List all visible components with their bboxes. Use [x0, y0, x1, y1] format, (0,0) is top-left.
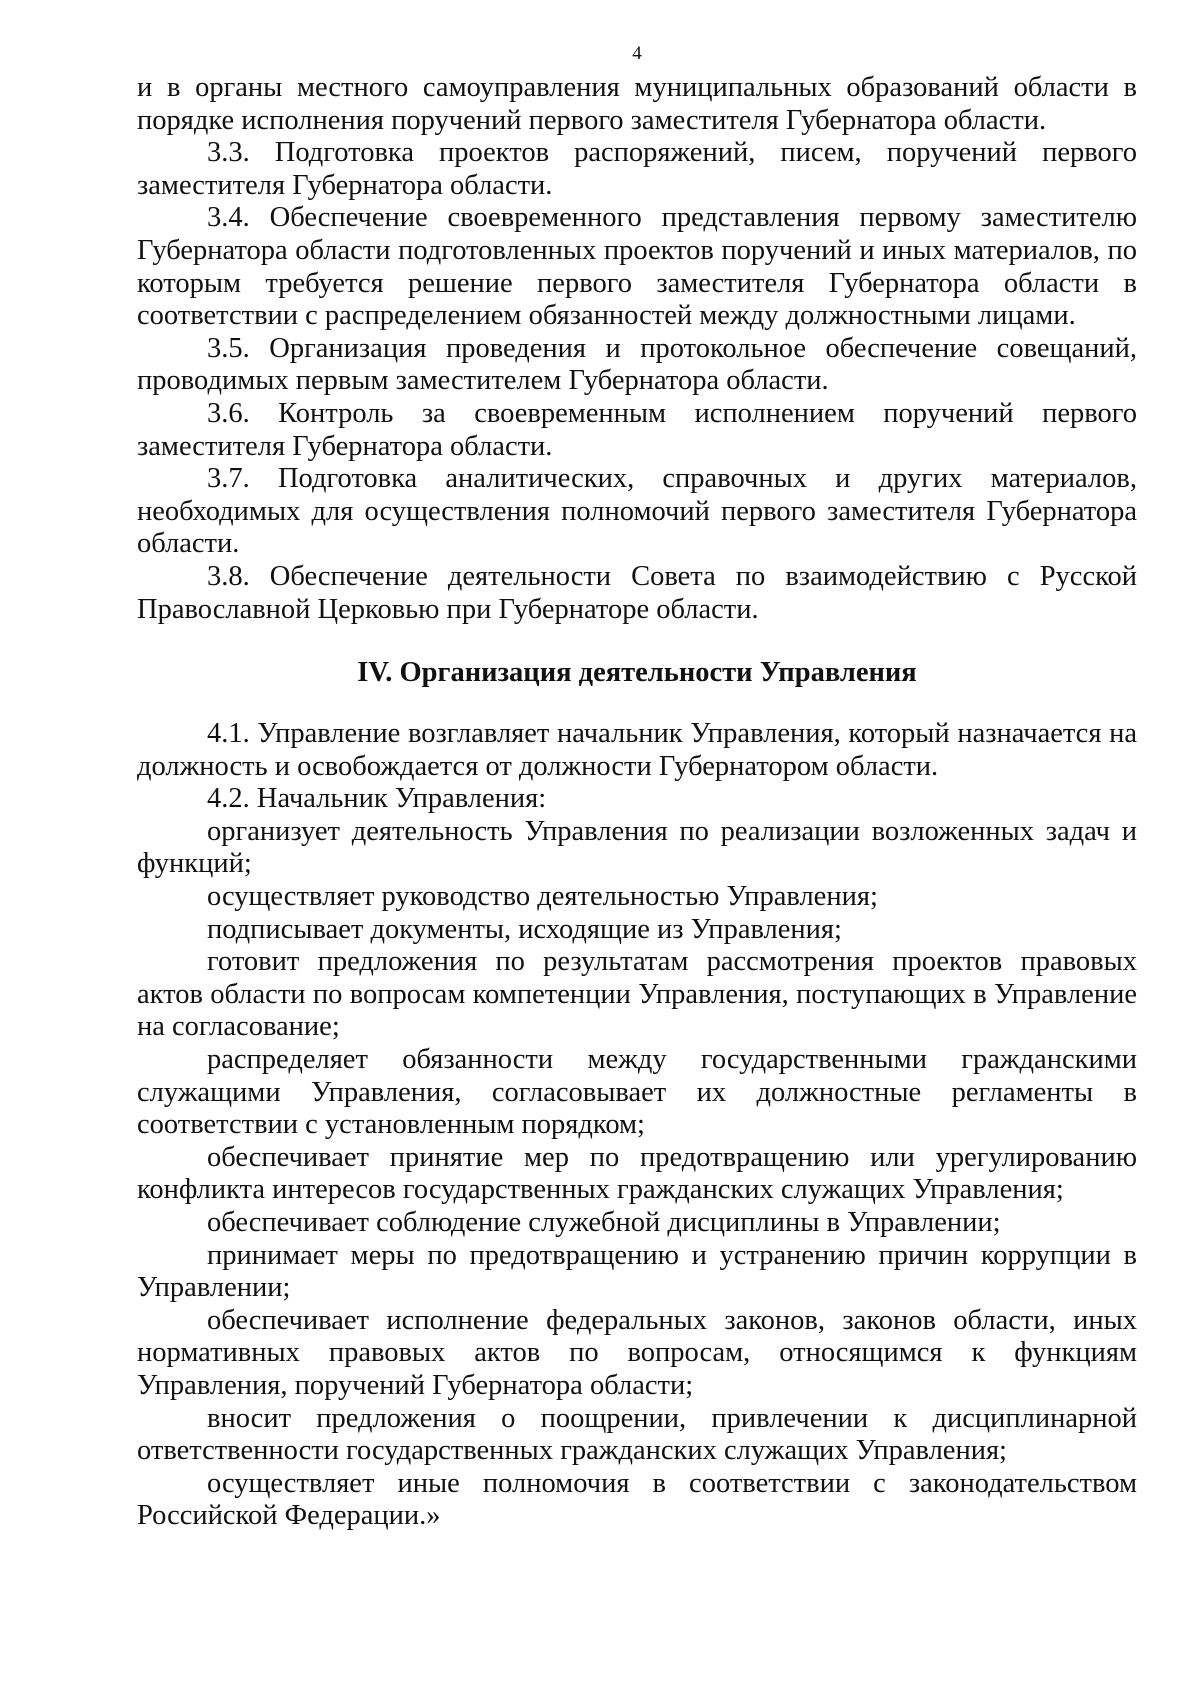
paragraph-4-1: 4.1. Управление возглавляет начальник Управления, который назначается на должность и освобождается от должности Губернатором области. — [137, 718, 1137, 782]
duty-item: принимает меры по предотвращению и устранению причин коррупции в Управлении; — [137, 1239, 1137, 1304]
paragraph-3-7: 3.7. Подготовка аналитических, справочных и других материалов, необходимых для осуществления полномочий первого заместителя Губернатора области. — [137, 463, 1137, 560]
paragraph-4-2: 4.2. Начальник Управления: — [207, 783, 547, 815]
duty-item: обеспечивает соблюдение служебной дисциплины в Управлении; — [207, 1207, 1001, 1238]
paragraph-3-8: 3.8. Обеспечение деятельности Совета по взаимодействию с Русской Православной Церковью при Губернаторе области. — [137, 560, 1137, 625]
paragraph-continuation: и в органы местного самоуправления муниципальных образований области в порядке исполнения поручений первого заместителя Губернатора области. — [137, 72, 1137, 136]
paragraph-3-6: 3.6. Контроль за своевременным исполнением поручений первого заместителя Губернатора области. — [137, 397, 1137, 462]
document-page — [137, 40, 1137, 1533]
paragraph-3-4: 3.4. Обеспечение своевременного представления первому заместителю Губернатора области подготовленных проектов поручений и иных материалов, по которым требуется решение первого заместителя Губернатора области в соответствии с распределением обязанностей между должностными лицами. — [137, 202, 1137, 332]
paragraph-3-3: 3.3. Подготовка проектов распоряжений, писем, поручений первого заместителя Губернатора области. — [137, 137, 1137, 201]
duty-item: обеспечивает исполнение федеральных законов, законов области, иных нормативных правовых актов по вопросам, относящимся к функциям Управления, поручений Губернатора области; — [137, 1304, 1137, 1401]
page-number: 4 — [632, 43, 642, 64]
paragraph-3-5: 3.5. Организация проведения и протокольное обеспечение совещаний, проводимых первым заместителем Губернатора области. — [137, 332, 1137, 397]
duty-item: обеспечивает принятие мер по предотвращению или урегулированию конфликта интересов государственных гражданских служащих Управления; — [137, 1141, 1137, 1206]
section-heading: IV. Организация деятельности Управления — [357, 657, 917, 689]
duty-item: готовит предложения по результатам рассмотрения проектов правовых актов области по вопросам компетенции Управления, поступающих в Управление на согласование; — [137, 946, 1137, 1043]
duty-item: организует деятельность Управления по реализации возложенных задач и функций; — [137, 815, 1137, 880]
duty-item: подписывает документы, исходящие из Управления; — [207, 913, 842, 945]
duty-item: осуществляет руководство деятельностью Управления; — [207, 881, 878, 913]
duty-item: осуществляет иные полномочия в соответствии с законодательством Российской Федерации.» — [137, 1467, 1137, 1532]
duty-item: вносит предложения о поощрении, привлечении к дисциплинарной ответственности государственных гражданских служащих Управления; — [137, 1402, 1137, 1467]
duty-item: распределяет обязанности между государственными гражданскими служащими Управления, согласовывает их должностные регламенты в соответствии с установленным порядком; — [137, 1044, 1137, 1141]
